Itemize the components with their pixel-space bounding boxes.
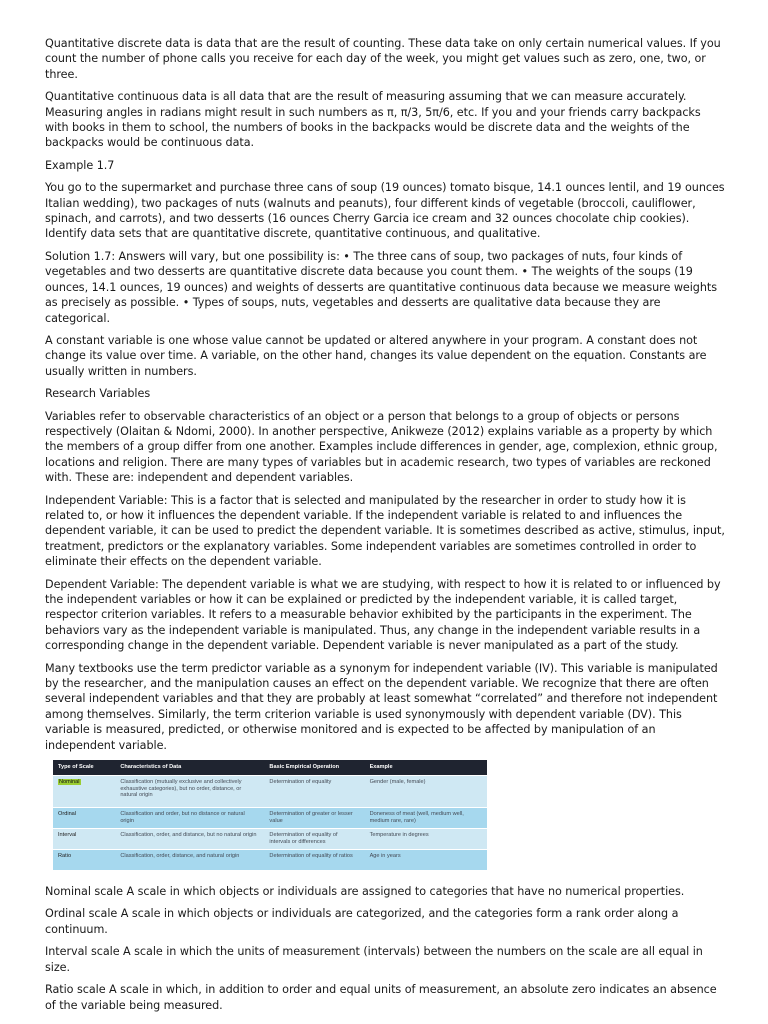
table-cell: Determination of equality of ratios: [264, 850, 364, 871]
table-cell: Ratio: [53, 850, 115, 871]
table-cell: Gender (male, female): [365, 776, 487, 808]
table-row: [53, 829, 487, 850]
table-cell: Ordinal: [53, 808, 115, 829]
table-cell: Classification and order, but no distance or natural origin: [115, 808, 264, 829]
paragraph-ordinal-scale: Ordinal scale A scale in which objects or individuals are categorized, and the categories form a rank order along a continuum.: [45, 907, 679, 936]
table-header-cell: Type of Scale: [53, 760, 115, 776]
document-body: [45, 36, 725, 1020]
table-cell: Classification, order, distance, and natural origin: [115, 850, 264, 871]
table-cell: Age in years: [365, 850, 487, 871]
paragraph-dependent-variable: Dependent Variable: The dependent variable is what we are studying, with respect to how it is related to or influenced by the independent variables or how it can be explained or predicted by the independent variable, it is called target, respector criterion variables. It refers to a measurable behavior exhibited by the participants in the experiment. The behaviors vary as the independent variable is manipulated. Thus, any change in the independent variable results in a corresponding change in the dependent variable. Dependent variable is never manipulated as a part of the study.: [45, 577, 721, 653]
table-header-cell: Characteristics of Data: [115, 760, 264, 776]
section-heading-research-variables: Research Variables: [45, 387, 151, 401]
paragraph-continuous-data: Quantitative continuous data is all data that are the result of measuring assuming that we can measure accurately. Measuring angles in radians might result in such numbers as π, π/3, 5π/6, etc. If you and your friends carry backpacks with books in them to school, the numbers of books in the backpacks would be discrete data and the weights of the backpacks would be continuous data.: [45, 90, 701, 150]
paragraph-independent-variable: Independent Variable: This is a factor that is selected and manipulated by the researcher in order to study how it is related to, or how it influences the dependent variable. If the independent variable is related to and influences the dependent variable, it can be used to predict the dependent variable. It is sometimes described as active, stimulus, input, treatment, predictors or the explanatory variables. Some independent variables are sometimes controlled in order to eliminate their effects on the dependent variable.: [45, 493, 725, 569]
table-cell: [53, 776, 115, 808]
table-header-cell: Basic Empirical Operation: [264, 760, 364, 776]
paragraph-interval-scale: Interval scale A scale in which the units of measurement (intervals) between the numbers on the scale are all equal in size.: [45, 945, 703, 974]
scale-table-figure: [53, 760, 725, 870]
paragraph-variables: Variables refer to observable characteristics of an object or a person that belongs to a group of objects or persons respectively (Olaitan & Ndomi, 2000). In another perspective, Anikweze (2012) explains variable as a property by which the members of a group differ from one another. Examples include differences in gender, age, complexion, ethnic group, locations and religion. There are many types of variables but in academic research, two types of variables are reckoned with. These are: independent and dependent variables.: [45, 409, 718, 485]
table-cell: Doneness of meat (well, medium well, medium rare, rare): [365, 808, 487, 829]
paragraph-nominal-scale: Nominal scale A scale in which objects or individuals are assigned to categories that have no numerical properties.: [45, 885, 685, 899]
table-cell: Interval: [53, 829, 115, 850]
table-cell: Determination of greater or lesser value: [264, 808, 364, 829]
scale-table: [53, 760, 487, 870]
table-cell: Determination of equality of intervals or differences: [264, 829, 364, 850]
table-cell: Classification (mutually exclusive and collectively exhaustive categories), but no order, distance, or natural origin: [115, 776, 264, 808]
table-header-cell: Example: [365, 760, 487, 776]
paragraph-solution: Solution 1.7: Answers will vary, but one possibility is: • The three cans of soup, two packages of nuts, four kinds of vegetables and two desserts are quantitative discrete data because you count them. • The weights of the soups (19 ounces, 14.1 ounces, 19 ounces) and weights of desserts are quantitative continuous data because we measure weights as precisely as possible. • Types of soups, nuts, vegetables and desserts are qualitative data because they are categorical.: [45, 249, 718, 325]
paragraph-ratio-scale: Ratio scale A scale in which, in addition to order and equal units of measurement, an absolute zero indicates an absence of the variable being measured.: [45, 983, 717, 1012]
table-cell: Classification, order, and distance, but no natural origin: [115, 829, 264, 850]
table-row: [53, 776, 487, 808]
table-cell: Determination of equality: [264, 776, 364, 808]
example-heading: Example 1.7: [45, 158, 115, 172]
highlighted-scale-name: Nominal: [59, 779, 80, 786]
paragraph-example: You go to the supermarket and purchase three cans of soup (19 ounces) tomato bisque, 14.1 ounces lentil, and 19 ounces Italian wedding), two packages of nuts (walnuts and peanuts), four different kinds of vegetable (broccoli, cauliflower, spinach, and carrots), and two desserts (16 ounces Cherry Garcia ice cream and 32 ounces chocolate chip cookies). Identify data sets that are quantitative discrete, quantitative continuous, and qualitative.: [45, 181, 725, 241]
paragraph-predictor-variable: Many textbooks use the term predictor variable as a synonym for independent variable (IV). This variable is manipulated by the researcher, and the manipulation causes an effect on the dependent variable. We recognize that there are often several independent variables and that they are probably at least somewhat “correlated” and therefore not independent among themselves. Similarly, the term criterion variable is used synonymously with dependent variable (DV). This variable is measured, predicted, or otherwise monitored and is expected to be affected by manipulation of an independent variable.: [45, 661, 718, 752]
table-row: [53, 850, 487, 871]
table-row: [53, 808, 487, 829]
paragraph-discrete-data: Quantitative discrete data is data that are the result of counting. These data take on only certain numerical values. If you count the number of phone calls you receive for each day of the week, you might get values such as zero, one, two, or three.: [45, 37, 721, 81]
paragraph-constant-variable: A constant variable is one whose value cannot be updated or altered anywhere in your program. A constant does not change its value over time. A variable, on the other hand, changes its value dependent on the equation. Constants are usually written in numbers.: [45, 333, 707, 378]
table-cell: Temperature in degrees: [365, 829, 487, 850]
table-header-row: [53, 760, 487, 776]
